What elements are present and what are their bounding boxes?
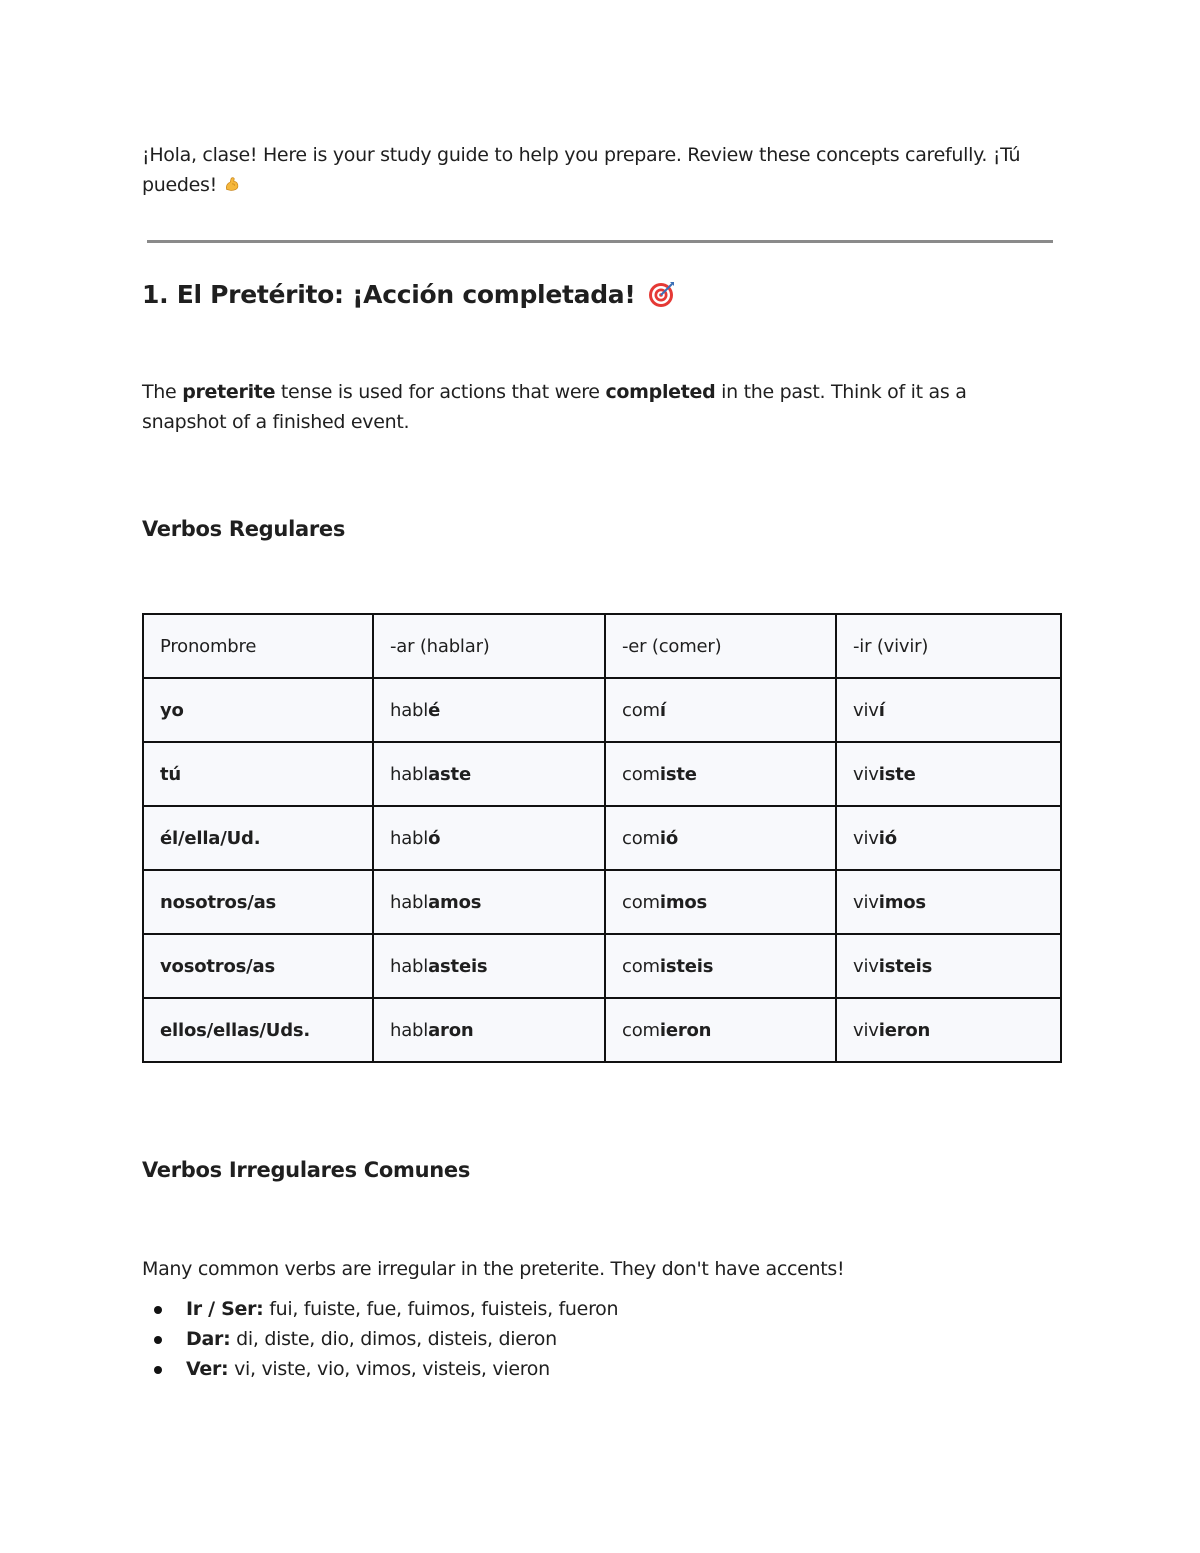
- conjugation-cell-ir: [836, 998, 1061, 1062]
- verb-ending: isteis: [659, 955, 714, 977]
- verb-ending: aron: [428, 1019, 474, 1041]
- para-bold-completed: completed: [605, 381, 716, 403]
- pronoun-cell: vosotros/as: [143, 934, 373, 998]
- irregular-verb-forms: fui, fuiste, fue, fuimos, fuisteis, fueron: [269, 1298, 619, 1320]
- verb-ending: í: [659, 699, 666, 721]
- conjugation-cell-ar: [373, 806, 605, 870]
- conjugation-cell-ar: [373, 678, 605, 742]
- conjugation-cell-ar: [373, 870, 605, 934]
- irregular-verb-name: Ver:: [186, 1358, 229, 1380]
- para-bold-preterite: preterite: [182, 381, 276, 403]
- verb-stem: viv: [853, 699, 879, 721]
- verb-stem: com: [622, 699, 660, 721]
- conjugation-table: [142, 613, 1062, 1063]
- conjugation-cell-ir: [836, 678, 1061, 742]
- list-item: [142, 1324, 618, 1354]
- para-text: The: [142, 381, 183, 403]
- verb-stem: viv: [853, 763, 879, 785]
- pronoun-cell: ellos/ellas/Uds.: [143, 998, 373, 1062]
- verb-ending: é: [428, 699, 441, 721]
- regulares-heading: Verbos Regulares: [142, 517, 346, 541]
- verb-ending: amos: [428, 891, 482, 913]
- table-header-cell: -ar (hablar): [373, 614, 605, 678]
- verb-stem: habl: [390, 827, 429, 849]
- section-heading: [142, 278, 676, 312]
- irregular-verbs-list: [142, 1294, 618, 1384]
- conjugation-cell-er: [605, 742, 836, 806]
- verb-ending: ieron: [878, 1019, 931, 1041]
- verb-ending: í: [878, 699, 885, 721]
- conjugation-cell-er: [605, 806, 836, 870]
- conjugation-cell-er: [605, 870, 836, 934]
- verb-ending: iste: [878, 763, 916, 785]
- conjugation-cell-ir: [836, 934, 1061, 998]
- table-row: [143, 742, 1061, 806]
- conjugation-cell-ir: [836, 870, 1061, 934]
- verb-stem: com: [622, 891, 660, 913]
- section-title: 1. El Pretérito: ¡Acción completada!: [142, 280, 636, 309]
- verb-stem: viv: [853, 955, 879, 977]
- pronoun-cell: yo: [143, 678, 373, 742]
- para-text: in the past. Think of it as a snapshot of a finished event.: [142, 381, 967, 433]
- pronoun-cell: tú: [143, 742, 373, 806]
- bullet-icon: [154, 1306, 162, 1314]
- verb-ending: imos: [659, 891, 708, 913]
- verb-stem: com: [622, 827, 660, 849]
- verb-stem: com: [622, 763, 660, 785]
- flexed-biceps-icon: [223, 175, 241, 193]
- verb-stem: viv: [853, 1019, 879, 1041]
- direct-hit-target-icon: [648, 280, 676, 308]
- irregular-verb-forms: di, diste, dio, dimos, disteis, dieron: [236, 1328, 557, 1350]
- verb-stem: habl: [390, 891, 429, 913]
- table-row: [143, 870, 1061, 934]
- table-header-cell: -ir (vivir): [836, 614, 1061, 678]
- irregular-verb-name: Ir / Ser:: [186, 1298, 264, 1320]
- conjugation-cell-er: [605, 678, 836, 742]
- verb-stem: habl: [390, 763, 429, 785]
- pronoun-cell: nosotros/as: [143, 870, 373, 934]
- verb-ending: imos: [878, 891, 926, 913]
- table-header-cell: Pronombre: [143, 614, 373, 678]
- verb-ending: ió: [659, 827, 678, 849]
- verb-stem: viv: [853, 891, 879, 913]
- horizontal-divider: [147, 240, 1053, 243]
- irregulares-heading: Verbos Irregulares Comunes: [142, 1158, 471, 1182]
- verb-ending: ieron: [659, 1019, 712, 1041]
- verb-stem: viv: [853, 827, 879, 849]
- verb-ending: ó: [428, 827, 441, 849]
- table-row: [143, 806, 1061, 870]
- verb-stem: habl: [390, 955, 429, 977]
- table-row: [143, 934, 1061, 998]
- conjugation-cell-er: [605, 934, 836, 998]
- verb-stem: com: [622, 1019, 660, 1041]
- verb-stem: habl: [390, 1019, 429, 1041]
- verb-ending: aste: [428, 763, 471, 785]
- irregulares-note: Many common verbs are irregular in the preterite. They don't have accents!: [142, 1258, 845, 1280]
- verb-stem: habl: [390, 699, 429, 721]
- verb-stem: com: [622, 955, 660, 977]
- list-item: [142, 1294, 618, 1324]
- intro-paragraph: [142, 140, 1062, 200]
- conjugation-cell-ar: [373, 742, 605, 806]
- preterite-description: [142, 377, 1042, 437]
- conjugation-cell-ar: [373, 934, 605, 998]
- list-item: [142, 1354, 618, 1384]
- table-header-cell: -er (comer): [605, 614, 836, 678]
- verb-ending: isteis: [878, 955, 933, 977]
- pronoun-cell: él/ella/Ud.: [143, 806, 373, 870]
- conjugation-cell-er: [605, 998, 836, 1062]
- conjugation-cell-ir: [836, 806, 1061, 870]
- table-row: [143, 998, 1061, 1062]
- irregular-verb-forms: vi, viste, vio, vimos, visteis, vieron: [234, 1358, 550, 1380]
- irregular-verb-name: Dar:: [186, 1328, 231, 1350]
- table-header-row: [143, 614, 1061, 678]
- bullet-icon: [154, 1336, 162, 1344]
- bullet-icon: [154, 1366, 162, 1374]
- table-row: [143, 678, 1061, 742]
- intro-text: ¡Hola, clase! Here is your study guide to help you prepare. Review these concepts carefully. ¡Tú puedes!: [142, 144, 1021, 196]
- verb-ending: iste: [659, 763, 697, 785]
- conjugation-cell-ar: [373, 998, 605, 1062]
- verb-ending: ió: [878, 827, 897, 849]
- conjugation-cell-ir: [836, 742, 1061, 806]
- para-text: tense is used for actions that were: [275, 381, 606, 403]
- verb-ending: asteis: [428, 955, 488, 977]
